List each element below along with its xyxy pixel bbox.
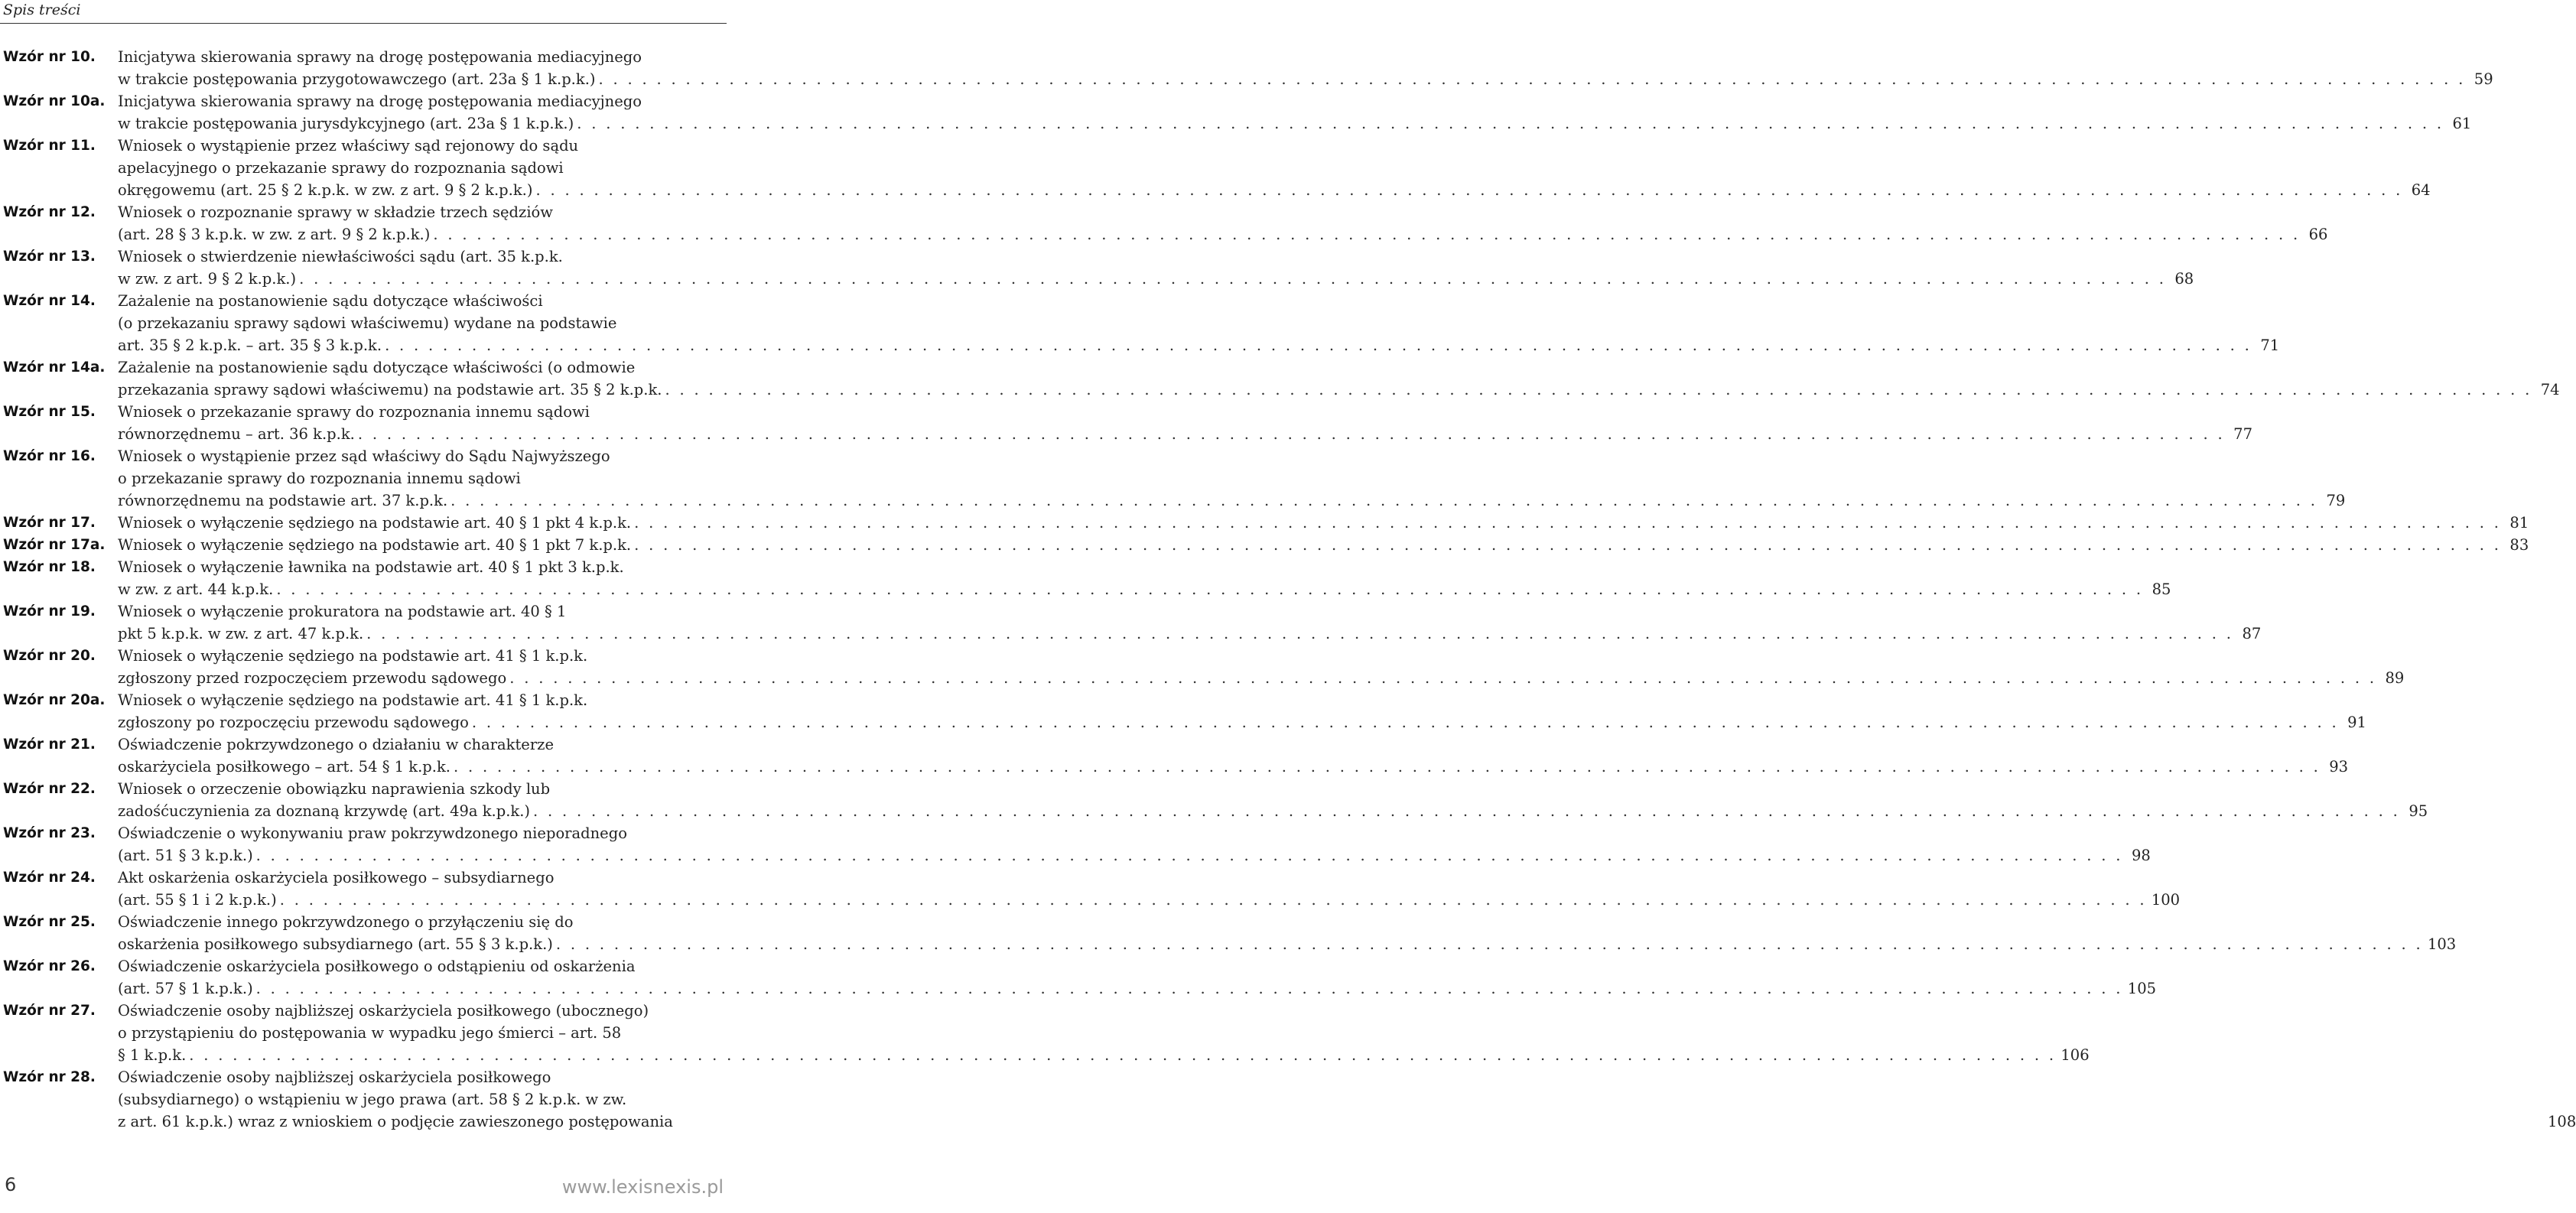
publisher-url: www.lexisnexis.pl bbox=[561, 1176, 724, 1198]
toc-entry[interactable] bbox=[3, 867, 2181, 911]
toc-entry-title bbox=[118, 556, 2171, 600]
toc-entry-page: 93 bbox=[2329, 758, 2349, 776]
toc-entry-title-line: Wniosek o orzeczenie obowiązku naprawienia szkody lub bbox=[118, 780, 551, 798]
toc-entry-title-line: Wniosek o wyłączenie sędziego na podstawie art. 40 § 1 pkt 7 k.p.k. bbox=[118, 536, 632, 554]
page-number: 6 bbox=[5, 1174, 17, 1195]
toc-entry-title bbox=[118, 445, 2345, 512]
toc-entry-title-line: Wniosek o rozpoznanie sprawy w składzie trzech sędziów bbox=[118, 203, 553, 221]
dot-leader bbox=[450, 489, 2317, 512]
toc-entry-label: Wzór nr 20a. bbox=[3, 692, 106, 708]
toc-entry[interactable] bbox=[3, 445, 2346, 512]
toc-entry-page: 64 bbox=[2411, 181, 2431, 199]
toc-entry-page: 74 bbox=[2540, 381, 2560, 398]
toc-entry-title-line: oskarżyciela posiłkowego – art. 54 § 1 k.p.k. bbox=[118, 758, 450, 776]
toc-entry-title-line: zgłoszony po rozpoczęciu przewodu sądowego bbox=[118, 714, 469, 731]
toc-entry-page: 79 bbox=[2326, 492, 2346, 509]
dot-leader bbox=[366, 623, 2233, 645]
toc-entry-title bbox=[118, 867, 2180, 911]
toc-entry-page: 81 bbox=[2509, 514, 2529, 532]
toc-entry-title-line: zgłoszony przed rozpoczęciem przewodu sądowego bbox=[118, 669, 507, 687]
toc-entry-page: 87 bbox=[2242, 625, 2262, 642]
toc-entry-title bbox=[118, 645, 2404, 689]
toc-entry-title bbox=[118, 290, 2279, 356]
toc-entry-label: Wzór nr 22. bbox=[3, 781, 96, 797]
toc-entry[interactable] bbox=[3, 246, 2194, 290]
toc-entry-title-line: równorzędnemu na podstawie art. 37 k.p.k. bbox=[118, 492, 448, 509]
toc-entry-label: Wzór nr 17. bbox=[3, 515, 96, 531]
toc-entry-page: 68 bbox=[2174, 270, 2194, 288]
toc-entry-label: Wzór nr 19. bbox=[3, 603, 96, 620]
toc-entry-title-line: oskarżenia posiłkowego subsydiarnego (art. 55 § 3 k.p.k.) bbox=[118, 935, 553, 953]
toc-entry-title bbox=[118, 1066, 2576, 1133]
toc-entry-page: 66 bbox=[2308, 226, 2328, 243]
toc-entry-title-line: przekazania sprawy sądowi właściwemu) na podstawie art. 35 § 2 k.p.k. bbox=[118, 381, 662, 398]
toc-entry-title-line: okręgowemu (art. 25 § 2 k.p.k. w zw. z art. 9 § 2 k.p.k.) bbox=[118, 181, 533, 199]
toc-entry-title-line: o przekazanie sprawy do rozpoznania innemu sądowi bbox=[118, 470, 521, 487]
toc-entry-label: Wzór nr 14a. bbox=[3, 359, 106, 376]
toc-entry-title-line: (art. 51 § 3 k.p.k.) bbox=[118, 847, 253, 864]
toc-entry[interactable] bbox=[3, 689, 2366, 733]
toc-entry-title bbox=[118, 778, 2428, 822]
toc-entry-page: 77 bbox=[2233, 425, 2252, 443]
toc-entry[interactable] bbox=[3, 135, 2431, 201]
dot-leader bbox=[535, 179, 2402, 201]
toc-entry[interactable] bbox=[3, 556, 2171, 600]
toc-entry-label: Wzór nr 16. bbox=[3, 448, 96, 464]
toc-entry-label: Wzór nr 13. bbox=[3, 249, 96, 265]
toc-entry-title-line: Wniosek o wyłączenie sędziego na podstawie art. 41 § 1 k.p.k. bbox=[118, 647, 588, 665]
dot-leader bbox=[280, 889, 2147, 911]
toc-entry-label: Wzór nr 21. bbox=[3, 737, 96, 753]
toc-entry-title-line: Oświadczenie oskarżyciela posiłkowego o odstąpieniu od oskarżenia bbox=[118, 958, 636, 975]
toc-entry[interactable] bbox=[3, 911, 2457, 955]
toc-entry-title bbox=[118, 600, 2261, 645]
toc-entry-title-line: z art. 61 k.p.k.) wraz z wnioskiem o podjęcie zawieszonego postępowania bbox=[118, 1113, 673, 1130]
toc-entry-label: Wzór nr 27. bbox=[3, 1003, 96, 1019]
toc-entry-title bbox=[118, 911, 2456, 955]
toc-entry-title bbox=[118, 135, 2431, 201]
toc-entry[interactable] bbox=[3, 822, 2151, 867]
table-of-contents bbox=[3, 46, 2576, 1133]
dot-leader bbox=[472, 711, 2339, 733]
toc-entry[interactable] bbox=[3, 733, 2349, 778]
toc-entry-title-line: Zażalenie na postanowienie sądu dotyczące właściwości bbox=[118, 292, 543, 310]
toc-entry-title-line: (art. 57 § 1 k.p.k.) bbox=[118, 980, 253, 997]
dot-leader bbox=[556, 933, 2423, 955]
toc-entry[interactable] bbox=[3, 46, 2493, 90]
toc-entry-label: Wzór nr 17a. bbox=[3, 537, 106, 553]
toc-entry-title-line: § 1 k.p.k. bbox=[118, 1046, 187, 1064]
toc-entry-label: Wzór nr 26. bbox=[3, 958, 96, 974]
toc-entry-title-line: zadośćuczynienia za doznaną krzywdę (art. 49a k.p.k.) bbox=[118, 802, 531, 820]
toc-entry-title-line: (art. 55 § 1 i 2 k.p.k.) bbox=[118, 891, 277, 909]
toc-entry-title-line: Akt oskarżenia oskarżyciela posiłkowego – subsydiarnego bbox=[118, 869, 555, 886]
toc-entry[interactable] bbox=[3, 356, 2560, 401]
toc-entry-page: 71 bbox=[2260, 337, 2280, 354]
toc-entry-page: 103 bbox=[2427, 935, 2457, 953]
toc-entry-page: 108 bbox=[2548, 1113, 2576, 1130]
toc-entry-title bbox=[118, 689, 2366, 733]
toc-entry-title-line: Oświadczenie innego pokrzywdzonego o przyłączeniu się do bbox=[118, 913, 574, 931]
toc-entry[interactable] bbox=[3, 778, 2428, 822]
dot-leader bbox=[385, 334, 2252, 356]
dot-leader bbox=[433, 223, 2300, 246]
toc-entry[interactable] bbox=[3, 600, 2262, 645]
toc-entry-page: 106 bbox=[2060, 1046, 2090, 1064]
toc-entry-title-line: Oświadczenie o wykonywaniu praw pokrzywdzonego nieporadnego bbox=[118, 824, 627, 842]
toc-entry-page: 105 bbox=[2127, 980, 2157, 997]
toc-entry-title bbox=[118, 90, 2471, 135]
toc-entry-title-line: Zażalenie na postanowienie sądu dotyczące właściwości (o odmowie bbox=[118, 359, 636, 376]
toc-entry-title-line: o przystąpieniu do postępowania w wypadku jego śmierci – art. 58 bbox=[118, 1024, 622, 1042]
toc-entry-title-line: Oświadczenie osoby najbliższej oskarżyciela posiłkowego (ubocznego) bbox=[118, 1002, 649, 1020]
dot-leader bbox=[189, 1044, 2056, 1066]
toc-entry-title-line: Wniosek o wystąpienie przez sąd właściwy do Sądu Najwyższego bbox=[118, 447, 610, 465]
dot-leader bbox=[533, 800, 2400, 822]
toc-entry[interactable] bbox=[3, 645, 2405, 689]
dot-leader bbox=[599, 68, 2466, 90]
toc-entry-page: 95 bbox=[2408, 802, 2428, 820]
toc-entry[interactable] bbox=[3, 1000, 2090, 1066]
dot-leader bbox=[509, 667, 2376, 689]
toc-entry-label: Wzór nr 20. bbox=[3, 648, 96, 664]
toc-entry-title-line: w zw. z art. 44 k.p.k. bbox=[118, 580, 274, 598]
toc-entry-page: 91 bbox=[2347, 714, 2366, 731]
toc-entry-page: 59 bbox=[2474, 70, 2493, 88]
toc-entry-title-line: Oświadczenie osoby najbliższej oskarżyciela posiłkowego bbox=[118, 1068, 551, 1086]
toc-entry-title-line: Wniosek o wystąpienie przez właściwy sąd rejonowy do sądu bbox=[118, 137, 579, 154]
toc-entry-title-line: Wniosek o przekazanie sprawy do rozpoznania innemu sądowi bbox=[118, 403, 590, 421]
dot-leader bbox=[276, 578, 2143, 600]
dot-leader bbox=[665, 379, 2532, 401]
toc-entry-title-line: (art. 28 § 3 k.p.k. w zw. z art. 9 § 2 k.p.k.) bbox=[118, 226, 431, 243]
toc-entry-label: Wzór nr 25. bbox=[3, 914, 96, 930]
toc-entry[interactable] bbox=[3, 201, 2328, 246]
toc-entry-page: 61 bbox=[2452, 115, 2472, 132]
toc-entry-page: 83 bbox=[2509, 536, 2529, 554]
toc-entry-page: 100 bbox=[2151, 891, 2181, 909]
toc-entry-title bbox=[118, 401, 2252, 445]
dot-leader bbox=[358, 423, 2225, 445]
toc-entry-title-line: Oświadczenie pokrzywdzonego o działaniu w charakterze bbox=[118, 736, 554, 753]
page-header bbox=[0, 0, 727, 24]
toc-entry-title bbox=[118, 356, 2560, 401]
toc-entry-label: Wzór nr 11. bbox=[3, 138, 96, 154]
toc-entry-label: Wzór nr 28. bbox=[3, 1069, 96, 1085]
toc-entry-page: 98 bbox=[2131, 847, 2151, 864]
dot-leader bbox=[299, 268, 2166, 290]
toc-entry-title-line: Inicjatywa skierowania sprawy na drogę postępowania mediacyjnego bbox=[118, 93, 642, 110]
toc-entry-label: Wzór nr 10a. bbox=[3, 93, 106, 109]
dot-leader bbox=[634, 512, 2501, 534]
dot-leader bbox=[256, 844, 2123, 867]
toc-entry-title-line: (o przekazaniu sprawy sądowi właściwemu) wydane na podstawie bbox=[118, 314, 617, 332]
toc-entry[interactable] bbox=[3, 534, 2529, 556]
toc-entry-label: Wzór nr 24. bbox=[3, 870, 96, 886]
dot-leader bbox=[454, 756, 2321, 778]
toc-entry[interactable] bbox=[3, 401, 2252, 445]
toc-entry-title-line: apelacyjnego o przekazanie sprawy do rozpoznania sądowi bbox=[118, 159, 564, 177]
toc-entry[interactable] bbox=[3, 955, 2157, 1000]
toc-entry-title-line: pkt 5 k.p.k. w zw. z art. 47 k.p.k. bbox=[118, 625, 364, 642]
toc-entry-title bbox=[118, 201, 2327, 246]
toc-entry-title-line: w zw. z art. 9 § 2 k.p.k.) bbox=[118, 270, 297, 288]
toc-entry-label: Wzór nr 12. bbox=[3, 204, 96, 220]
toc-entry-title bbox=[118, 733, 2348, 778]
toc-entry[interactable] bbox=[3, 90, 2472, 135]
toc-entry-label: Wzór nr 14. bbox=[3, 293, 96, 309]
toc-entry-title bbox=[118, 46, 2493, 90]
section-title: Spis treści bbox=[3, 2, 81, 18]
toc-entry-title bbox=[118, 822, 2151, 867]
toc-entry-title-line: Wniosek o wyłączenie ławnika na podstawie art. 40 § 1 pkt 3 k.p.k. bbox=[118, 558, 624, 576]
toc-entry-label: Wzór nr 18. bbox=[3, 559, 96, 575]
toc-entry-title-line: Wniosek o wyłączenie prokuratora na podstawie art. 40 § 1 bbox=[118, 603, 567, 620]
toc-entry-page: 89 bbox=[2385, 669, 2405, 687]
toc-entry-title-line: Wniosek o wyłączenie sędziego na podstawie art. 41 § 1 k.p.k. bbox=[118, 691, 588, 709]
toc-entry-title bbox=[118, 246, 2194, 290]
toc-entry-title-line: Wniosek o wyłączenie sędziego na podstawie art. 40 § 1 pkt 4 k.p.k. bbox=[118, 514, 632, 532]
toc-entry-label: Wzór nr 23. bbox=[3, 825, 96, 841]
toc-entry-title bbox=[118, 1000, 2090, 1066]
toc-entry-title-line: Wniosek o stwierdzenie niewłaściwości sądu (art. 35 k.p.k. bbox=[118, 248, 563, 265]
toc-entry-title-line: (subsydiarnego) o wstąpieniu w jego prawa (art. 58 § 2 k.p.k. w zw. bbox=[118, 1091, 627, 1108]
dot-leader bbox=[577, 112, 2444, 135]
toc-entry-title-line: w trakcie postępowania przygotowawczego (art. 23a § 1 k.p.k.) bbox=[118, 70, 596, 88]
toc-entry-label: Wzór nr 10. bbox=[3, 49, 96, 65]
toc-entry-title-line: w trakcie postępowania jurysdykcyjnego (art. 23a § 1 k.p.k.) bbox=[118, 115, 574, 132]
toc-entry-title bbox=[118, 512, 2529, 534]
toc-entry[interactable] bbox=[3, 1066, 2576, 1133]
toc-entry-title-line: Inicjatywa skierowania sprawy na drogę postępowania mediacyjnego bbox=[118, 48, 642, 66]
toc-entry[interactable] bbox=[3, 290, 2280, 356]
dot-leader bbox=[634, 534, 2501, 556]
toc-entry-label: Wzór nr 15. bbox=[3, 404, 96, 420]
toc-entry-title-line: art. 35 § 2 k.p.k. – art. 35 § 3 k.p.k. bbox=[118, 337, 382, 354]
dot-leader bbox=[256, 977, 2123, 1000]
toc-entry-title bbox=[118, 534, 2529, 556]
toc-entry-title-line: równorzędnemu – art. 36 k.p.k. bbox=[118, 425, 355, 443]
toc-entry-page: 85 bbox=[2152, 580, 2171, 598]
toc-entry[interactable] bbox=[3, 512, 2529, 534]
toc-entry-title bbox=[118, 955, 2156, 1000]
